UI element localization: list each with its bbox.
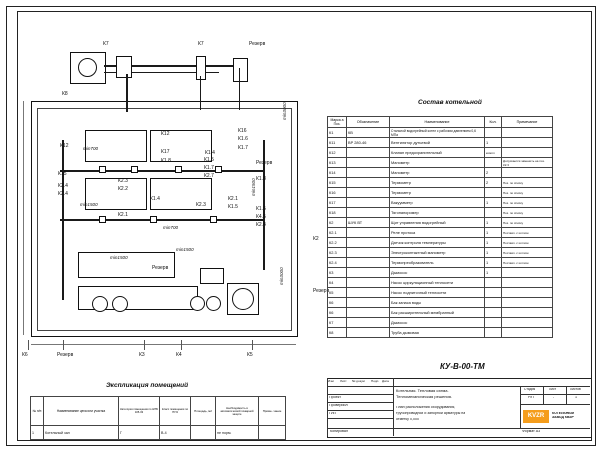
stamp-col-data: Дата [382,380,389,383]
callout-k5: К5 [247,352,253,358]
cell-desig [347,258,390,268]
cell-mark: К6 [328,298,347,308]
valve-b [131,166,138,173]
valve-f [150,216,157,223]
cell-desig [347,148,390,158]
pump-k5-1 [190,296,205,311]
cell-mark: К12 [328,148,347,158]
cell-mark: К16 [328,188,347,198]
expl-col-class: Класс помещения по ПУЭ [160,397,191,426]
tag-k45: К4.5 [256,214,266,220]
callout-k8: К8 [62,91,68,97]
cell-note [502,318,553,328]
stamp-stage-value: Р/П [528,396,534,399]
cell-name: Вентилятор дутьевой [390,138,485,148]
tag-k17c: К1.7 [204,165,214,171]
dim-min1500-2: min1500 [176,247,194,252]
tag-k2-right: К2 [313,236,319,242]
valve-c [175,166,182,173]
valve-e [99,216,106,223]
cell-desig: КВ [347,128,390,138]
table-row [328,128,553,138]
expl-col-area: Площадь, м2 [191,397,216,426]
kvzr-logo-text: KVZR [527,413,545,419]
table-row [328,288,553,298]
table-row [328,278,553,288]
table-row [31,426,286,440]
supply-header [60,170,265,172]
stamp-h-r4 [327,418,393,419]
table-row [328,318,553,328]
composition-title: Состав котельной [418,99,482,106]
cell-name: Термометр [390,178,485,188]
cell-name: Клапан предохранительный [390,148,485,158]
cell-mark: К2.3 [328,248,347,258]
cell-name: Реле протока [390,228,485,238]
leader-k3 [144,340,145,350]
cell-mark: К2.1 [328,228,347,238]
stamp-title-line-2: Тепломеханическая решения. [396,395,452,399]
axis-left-v [23,101,24,335]
expl-col-note: Приме- чание [259,397,286,426]
dim-min1500-1: min1500 [80,202,98,207]
tag-k18b: К1.8 [256,176,266,182]
cell-qty [485,328,502,338]
valve-d [215,166,222,173]
reserve-unit-top [233,58,248,82]
cell-note: Поставл. с котлом [502,248,553,258]
cell-note [502,168,553,178]
cell-qty: 1 [485,268,502,278]
composition-col-name: Наименование [390,117,485,128]
tag-k16b: К1.6 [238,136,248,142]
cell-note: Поставл. с котлом [502,258,553,268]
cell-note [502,288,553,298]
cell-qty [485,208,502,218]
leader-reserve [63,340,64,350]
stamp-title-line-3: План расположения оборудования, [396,406,456,409]
tag-k24c: К2.4 [58,191,68,197]
stamp-title-line-1: Котельная. Тепловая схема. [396,389,449,393]
cell-note [502,278,553,288]
tag-k15: К15 [58,171,67,177]
cell-qty: компл [485,148,502,158]
tag-k14: К1.4 [205,150,215,156]
cell-qty [485,128,502,138]
cell-note [502,148,553,158]
table-row [328,198,553,208]
expl-cell-class: В-4 [160,426,191,440]
callout-reserve-bottom: Резерв [57,352,74,358]
cell-name: Насос циркуляционный теплосети [390,278,485,288]
company-line-2: ЗАВОД КВЗР [552,416,574,419]
cell-desig [347,268,390,278]
tag-k23: К2.3 [118,178,128,184]
expl-col-name: Наименование цеха или участка [44,397,119,426]
cell-desig [347,238,390,248]
expl-col-n: № п/п [31,397,44,426]
cell-note: Поставл. с котлом [502,228,553,238]
cell-desig [347,158,390,168]
cell-qty [485,278,502,288]
cell-name: Бак расширительный мембранный [390,308,485,318]
composition-col-desig: Обозначение [347,117,390,128]
cell-mark: К17 [328,198,347,208]
cell-name: Вакуумметр [390,198,485,208]
copy-label: Копировал [330,430,349,433]
tag-k18: К1.8 [161,158,171,164]
stamp-col-doc: № докум [352,380,365,383]
expl-col-fire: Необходимость в автоматической пожарной защите [216,397,259,426]
callout-k4: К4 [176,352,182,358]
composition-col-mark: Марка а Поз. [328,117,347,128]
table-row [328,328,553,338]
composition-header-row [328,117,553,128]
stamp-col-izm: Изм [328,380,334,383]
stamp-v-stage1 [543,386,544,404]
cell-desig [347,318,390,328]
tag-k24: К2.4 [58,183,68,189]
cell-desig [347,178,390,188]
composition-col-note: Примечание [502,117,553,128]
company-line-1: КОТЕЛЬНЫЙ [552,412,575,416]
table-row [328,208,553,218]
cell-qty [485,288,502,298]
tag-k16: К16 [238,128,247,134]
cell-mark: К2 [328,218,347,228]
cell-qty: 1 [485,238,502,248]
tag-k17b: К1.7 [238,145,248,151]
cell-mark: К14 [328,168,347,178]
stamp-stage-label: Стадия [524,388,536,391]
table-row [328,158,553,168]
stamp-title-line-5: отметку 0,000 [396,418,419,421]
cell-qty: 1 [485,228,502,238]
cell-name: Манометр [390,158,485,168]
stamp-role-gip: ГИП [329,412,337,415]
cell-note [502,138,553,148]
cell-name: Термометр [390,188,485,198]
cell-desig [347,168,390,178]
cell-mark: К8 [328,328,347,338]
cell-desig [347,278,390,288]
cell-qty [485,318,502,328]
axis-bottom-h [31,344,296,345]
cell-qty: 1 [485,258,502,268]
expl-cell-fire: не норм. [216,426,259,440]
cell-mark: К5 [328,288,347,298]
dim-min700-2: min700 [163,225,179,230]
cell-note: Допускается заменить на поз. К2.3 [502,158,553,168]
cell-note: Поз. по списку [502,198,553,208]
cell-desig [347,308,390,318]
callout-k7-1: К7 [103,41,109,47]
composition-col-qty: Кол. [485,117,502,128]
expl-cell-cat: Г [119,426,160,440]
expl-col-cat: Категория помещения по НПБ 105-03 [119,397,160,426]
tag-k21: К2.1 [118,212,128,218]
cell-desig [347,328,390,338]
cell-note [502,128,553,138]
pump-k4-1 [92,296,108,312]
valve-a [99,166,106,173]
explication-table [30,396,286,440]
tag-reserve-right2: Резерв [256,160,273,166]
cell-mark: К1 [328,128,347,138]
table-row [328,268,553,278]
valve-g [210,216,217,223]
dim-min1500-3: min1500 [110,255,128,260]
cell-name: Термопреобразователь [390,258,485,268]
cell-desig [347,228,390,238]
stamp-h-r3 [327,410,393,411]
cell-qty [485,298,502,308]
kvzr-logo [523,410,549,423]
stamp-h-stage [520,394,590,395]
cell-note [502,308,553,318]
riser-vertical2 [200,76,201,110]
cell-desig [347,188,390,198]
cell-note: Поз. по списку [502,218,553,228]
cell-name: Электроконтактный манометр [390,248,485,258]
cell-desig [347,248,390,258]
cell-qty: 2 [485,168,502,178]
cell-qty [485,188,502,198]
return-header [60,219,265,221]
cell-note: Поз. по списку [502,178,553,188]
cell-note [502,298,553,308]
cell-mark: К3 [328,268,347,278]
stamp-v-stage2 [566,386,567,404]
cell-mark: К18 [328,208,347,218]
cell-name: Бак запаса воды [390,298,485,308]
cell-qty [485,158,502,168]
table-row [328,188,553,198]
table-row [328,248,553,258]
heat-exchanger-circle [232,288,254,310]
table-row [328,168,553,178]
cell-desig: ШУК ВТ [347,218,390,228]
table-row [328,178,553,188]
company-logo-block [521,405,589,427]
cell-note: Поставл. с котлом [502,238,553,248]
expl-cell-note [259,426,286,440]
cell-note [502,268,553,278]
cell-name: Труба дымовая [390,328,485,338]
cell-note [502,328,553,338]
stamp-listov-value: 1 [575,396,577,399]
tag-k14b: К1.4 [150,196,160,202]
cell-mark: К15 [328,178,347,188]
reserve-unit-bottom [200,268,224,284]
composition-body [328,128,553,338]
riser-vertical [126,74,128,112]
table-row [328,298,553,308]
cell-qty: 1 [485,248,502,258]
cell-desig [347,298,390,308]
tag-reserve-right: Резерв [313,288,330,294]
stamp-role-proekt: Проект. [329,396,342,399]
cell-mark: К2.2 [328,238,347,248]
table-row [328,228,553,238]
cell-qty [485,308,502,318]
doc-code: КУ-В-00-ТМ [440,362,485,371]
cell-mark: К13 [328,158,347,168]
leader-k5 [252,340,253,350]
tag-k12-b: К12 [161,131,170,137]
tag-k15b: К1.5 [204,157,214,163]
left-riser [62,140,64,300]
cell-desig [347,198,390,208]
tag-reserve-mid: Резерв [152,265,169,271]
callout-k6: К6 [22,352,28,358]
stamp-h-r1 [327,394,393,395]
expl-cell-area [191,426,216,440]
cell-mark: К6 [328,308,347,318]
composition-table [327,116,553,338]
expl-cell-n: 1 [31,426,44,440]
stamp-col-list: Лист [340,380,347,383]
cell-name: Дымосос [390,318,485,328]
cell-note: Поз. по списку [502,188,553,198]
cell-desig: ВР 280-46 [347,138,390,148]
cell-mark: К11 [328,138,347,148]
explication-body [31,426,286,440]
stamp-col-podp: Подп. [371,380,380,383]
cell-qty: 1 [485,198,502,208]
stamp-h-bottom [327,428,590,429]
smoke-fan-k7 [116,56,132,78]
cell-name: Стальной водогрейный котел с рабочим давлением 0,6 МПа [390,128,485,138]
pump-k4-2 [112,296,128,312]
dim-min3000-v: min3000 [282,102,287,120]
dim-min700-1: min700 [83,146,99,151]
boiler-2 [150,130,212,162]
tag-k23b: К2.3 [196,202,206,208]
cell-qty: 2 [485,178,502,188]
cell-mark: К7 [328,318,347,328]
callout-reserve-top: Резерв [249,41,266,47]
table-row [328,148,553,158]
dim-min1500-v: min1500 [251,178,256,196]
riser-vertical3 [239,68,240,110]
table-row [328,308,553,318]
cell-name: Щит управления водогрейный [390,218,485,228]
cell-desig [347,288,390,298]
expl-cell-name: Котельный зал [44,426,119,440]
tag-k21b: К2.1 [228,196,238,202]
cell-name: Дымосос [390,268,485,278]
stamp-h-hdr [327,386,590,387]
pump-k5-2 [206,296,221,311]
cell-qty: 1 [485,138,502,148]
tag-k24b: К2.4 [256,222,266,228]
cell-name: Манометр [390,168,485,178]
chimney-circle [78,58,97,77]
tag-k17: К17 [161,149,170,155]
cell-name: Датчик контроля температуры [390,238,485,248]
table-row [328,238,553,248]
tag-k12-a: К12 [60,143,69,149]
cell-name: Тягонапоромер [390,208,485,218]
stamp-role-proveril: Провериил [329,404,348,407]
table-row [328,218,553,228]
cell-mark: К2.4 [328,258,347,268]
stamp-list-value: - [553,396,555,399]
tag-k15c: К1.5 [256,206,266,212]
cell-mark: К4 [328,278,347,288]
leader-k6 [28,340,29,350]
explication-title: Экспликация помещений [106,382,189,389]
cell-name: Насос подпиточный теплосети [390,288,485,298]
tag-k27: К2.7 [204,173,214,179]
tag-k22: К2.2 [118,186,128,192]
callout-k7-2: К7 [198,41,204,47]
stamp-title-line-4: трубопроводной и запорной арматуры на [396,412,466,415]
callout-k3: К3 [139,352,145,358]
tag-k15d: К1.5 [228,204,238,210]
stamp-listov-label: Листов [570,388,581,391]
explication-header-row [31,397,286,426]
cell-qty: 1 [485,218,502,228]
format-label: Формат А3 [522,430,541,433]
cell-note: Поз. по списку [502,208,553,218]
stamp-h-r2 [327,402,393,403]
table-row [328,258,553,268]
leader-k4 [181,340,182,350]
dim-min3000-v2: min3000 [279,267,284,285]
stamp-list-label: Лист [549,388,557,391]
cell-desig [347,208,390,218]
table-row [328,138,553,148]
